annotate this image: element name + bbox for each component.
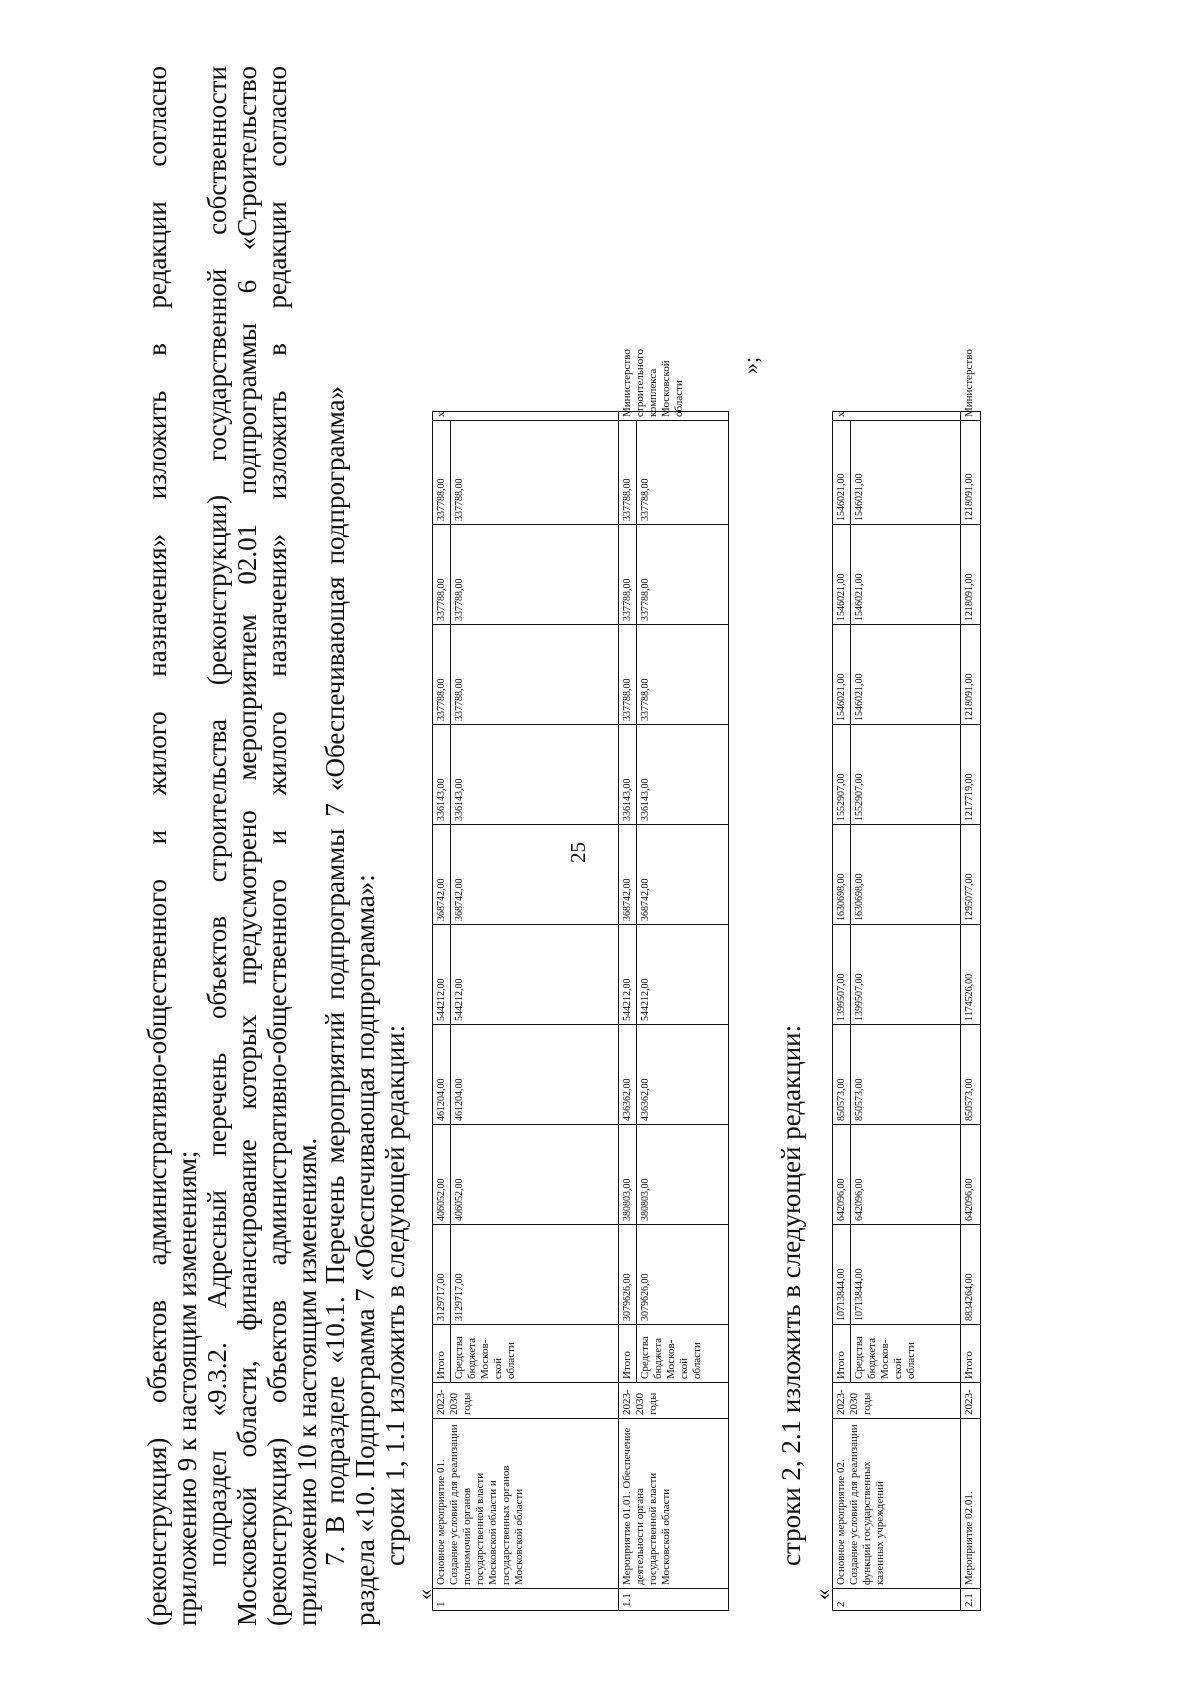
value-cell: 368742,00 [619,825,637,925]
paragraph-line: 7. В подразделе «10.1. Перечень мероприятий подпрограммы 7 «Обеспечивающая подпрограмма» [320,386,350,1566]
value-cell: 544212,00 [451,925,619,1025]
opening-quote: « [412,1589,437,1600]
value-cell: 337788,00 [433,421,451,525]
value-cell: 3129717,00 [433,1225,451,1325]
value-cell: 336143,00 [637,725,729,825]
paragraph-line: подраздел «9.3.2. Адресный перечень объектов строительства (реконструкции) государственной собственности [202,66,232,1566]
measure-name: Мероприятие 01.01. Обеспечение деятельности органа государственной власти Московской области [619,1419,729,1589]
value-cell: 1218091,00 [961,625,981,725]
value-cell: 544212,00 [637,925,729,1025]
value-cell: 1218091,00 [961,525,981,625]
value-cell: 1546021,00 [851,625,961,725]
value-cell: 406052,00 [451,1125,619,1225]
opening-quote: « [810,1589,835,1600]
years-cell: 2023-2030 годы [833,1383,961,1419]
value-cell: 368742,00 [433,825,451,925]
value-cell: 1174526,00 [961,925,981,1025]
source-label: Средства бюджета Москов-ской области [851,1325,961,1383]
value-cell: 3079626,00 [637,1225,729,1325]
row-number: 2.1 [961,1589,981,1611]
value-cell: 1546021,00 [833,525,851,625]
value-cell: 337788,00 [433,525,451,625]
value-cell: 3129717,00 [451,1225,619,1325]
value-cell: 1399507,00 [851,925,961,1025]
paragraph-line: (реконструкция) объектов административно-общественного и жилого назначения» изложить в редакции согласно [262,66,292,1626]
source-label: Средства бюджета Москов-ской области [637,1325,729,1383]
value-cell: 850573,00 [851,1025,961,1125]
paragraph-line: Московской области, финансирование которых предусмотрено мероприятием 02.01 подпрограммы 6 «Строительство [232,66,262,1626]
value-cell: 337788,00 [451,421,619,525]
value-cell: 1295077,00 [961,825,981,925]
row-number: 1.1 [619,1589,729,1611]
closing-quote: »; [738,356,763,374]
value-cell: 1552907,00 [833,725,851,825]
value-cell: 1218091,00 [961,421,981,525]
paragraph-line: (реконструкция) объектов административно-общественного и жилого назначения» изложить в редакции согласно [142,66,172,1626]
responsible-cell: х [433,412,619,421]
total-label: Итого [433,1325,451,1383]
rotated-landscape-content [120,56,1200,1626]
value-cell: 368742,00 [637,825,729,925]
measures-table-1 [432,348,729,1611]
value-cell: 461204,00 [451,1025,619,1125]
responsible-cell: Министерство строительного комплекса Московской области [619,412,729,421]
years-cell: 2023-2030 годы [619,1383,729,1419]
value-cell: 337788,00 [637,525,729,625]
value-cell: 337788,00 [619,421,637,525]
measure-name: Основное мероприятие 01. Создание условий для реализации полномочий органов государственной власти Московской области и государственных органов Московской области [433,1419,619,1589]
table-row [619,412,637,1611]
value-cell: 380803,00 [637,1125,729,1225]
value-cell: 10713844,00 [851,1225,961,1325]
paragraph-line: приложению 9 к настоящим изменениям; [172,1150,202,1626]
value-cell: 1546021,00 [833,421,851,525]
measure-name: Основное мероприятие 02. Создание условий для реализации функций государственных казенных учреждений [833,1419,961,1589]
paragraph-line: приложению 10 к настоящим изменениям. [292,1137,322,1626]
paragraph-line: строки 2, 2.1 изложить в следующей редакции: [776,1024,806,1566]
value-cell: 3079626,00 [619,1225,637,1325]
value-cell: 642096,00 [833,1125,851,1225]
responsible-cell: Министерство [961,412,981,421]
value-cell: 544212,00 [433,925,451,1025]
value-cell: 337788,00 [619,625,637,725]
value-cell: 642096,00 [851,1125,961,1225]
measure-name: Мероприятие 02.01. [961,1419,981,1589]
value-cell: 642096,00 [961,1125,981,1225]
source-label: Средства бюджета Москов-ской области [451,1325,619,1383]
total-label: Итого [833,1325,851,1383]
value-cell: 336143,00 [451,725,619,825]
paragraph-line: раздела «10. Подпрограмма 7 «Обеспечивающая подпрограмма»: [350,874,380,1626]
value-cell: 337788,00 [433,625,451,725]
table-row [833,412,851,1611]
value-cell: 1630698,00 [833,825,851,925]
value-cell: 10713844,00 [833,1225,851,1325]
value-cell: 850573,00 [833,1025,851,1125]
measures-table-2 [832,349,981,1611]
value-cell: 544212,00 [619,925,637,1025]
value-cell: 461204,00 [433,1025,451,1125]
value-cell: 1546021,00 [833,625,851,725]
value-cell: 436362,00 [637,1025,729,1125]
value-cell: 337788,00 [451,525,619,625]
value-cell: 8834264,00 [961,1225,981,1325]
years-cell: 2023-2030 годы [433,1383,619,1419]
value-cell: 1217719,00 [961,725,981,825]
years-cell: 2023- [961,1383,981,1419]
table-row [433,412,451,1611]
value-cell: 337788,00 [637,625,729,725]
table-row [961,412,981,1611]
value-cell: 1546021,00 [851,525,961,625]
page-number: 25 [566,842,590,863]
value-cell: 336143,00 [619,725,637,825]
total-label: Итого [619,1325,637,1383]
row-number: 2 [833,1589,961,1611]
value-cell: 436362,00 [619,1025,637,1125]
value-cell: 1552907,00 [851,725,961,825]
total-label: Итого [961,1325,981,1383]
responsible-cell: х [833,412,961,421]
value-cell: 1399507,00 [833,925,851,1025]
value-cell: 406052,00 [433,1125,451,1225]
value-cell: 337788,00 [619,525,637,625]
value-cell: 368742,00 [451,825,619,925]
row-number: 1 [433,1589,619,1611]
value-cell: 380803,00 [619,1125,637,1225]
value-cell: 1546021,00 [851,421,961,525]
value-cell: 337788,00 [637,421,729,525]
value-cell: 337788,00 [451,625,619,725]
paragraph-line: строки 1, 1.1 изложить в следующей редакции: [380,1024,410,1566]
value-cell: 336143,00 [433,725,451,825]
value-cell: 1630698,00 [851,825,961,925]
value-cell: 850573,00 [961,1025,981,1125]
